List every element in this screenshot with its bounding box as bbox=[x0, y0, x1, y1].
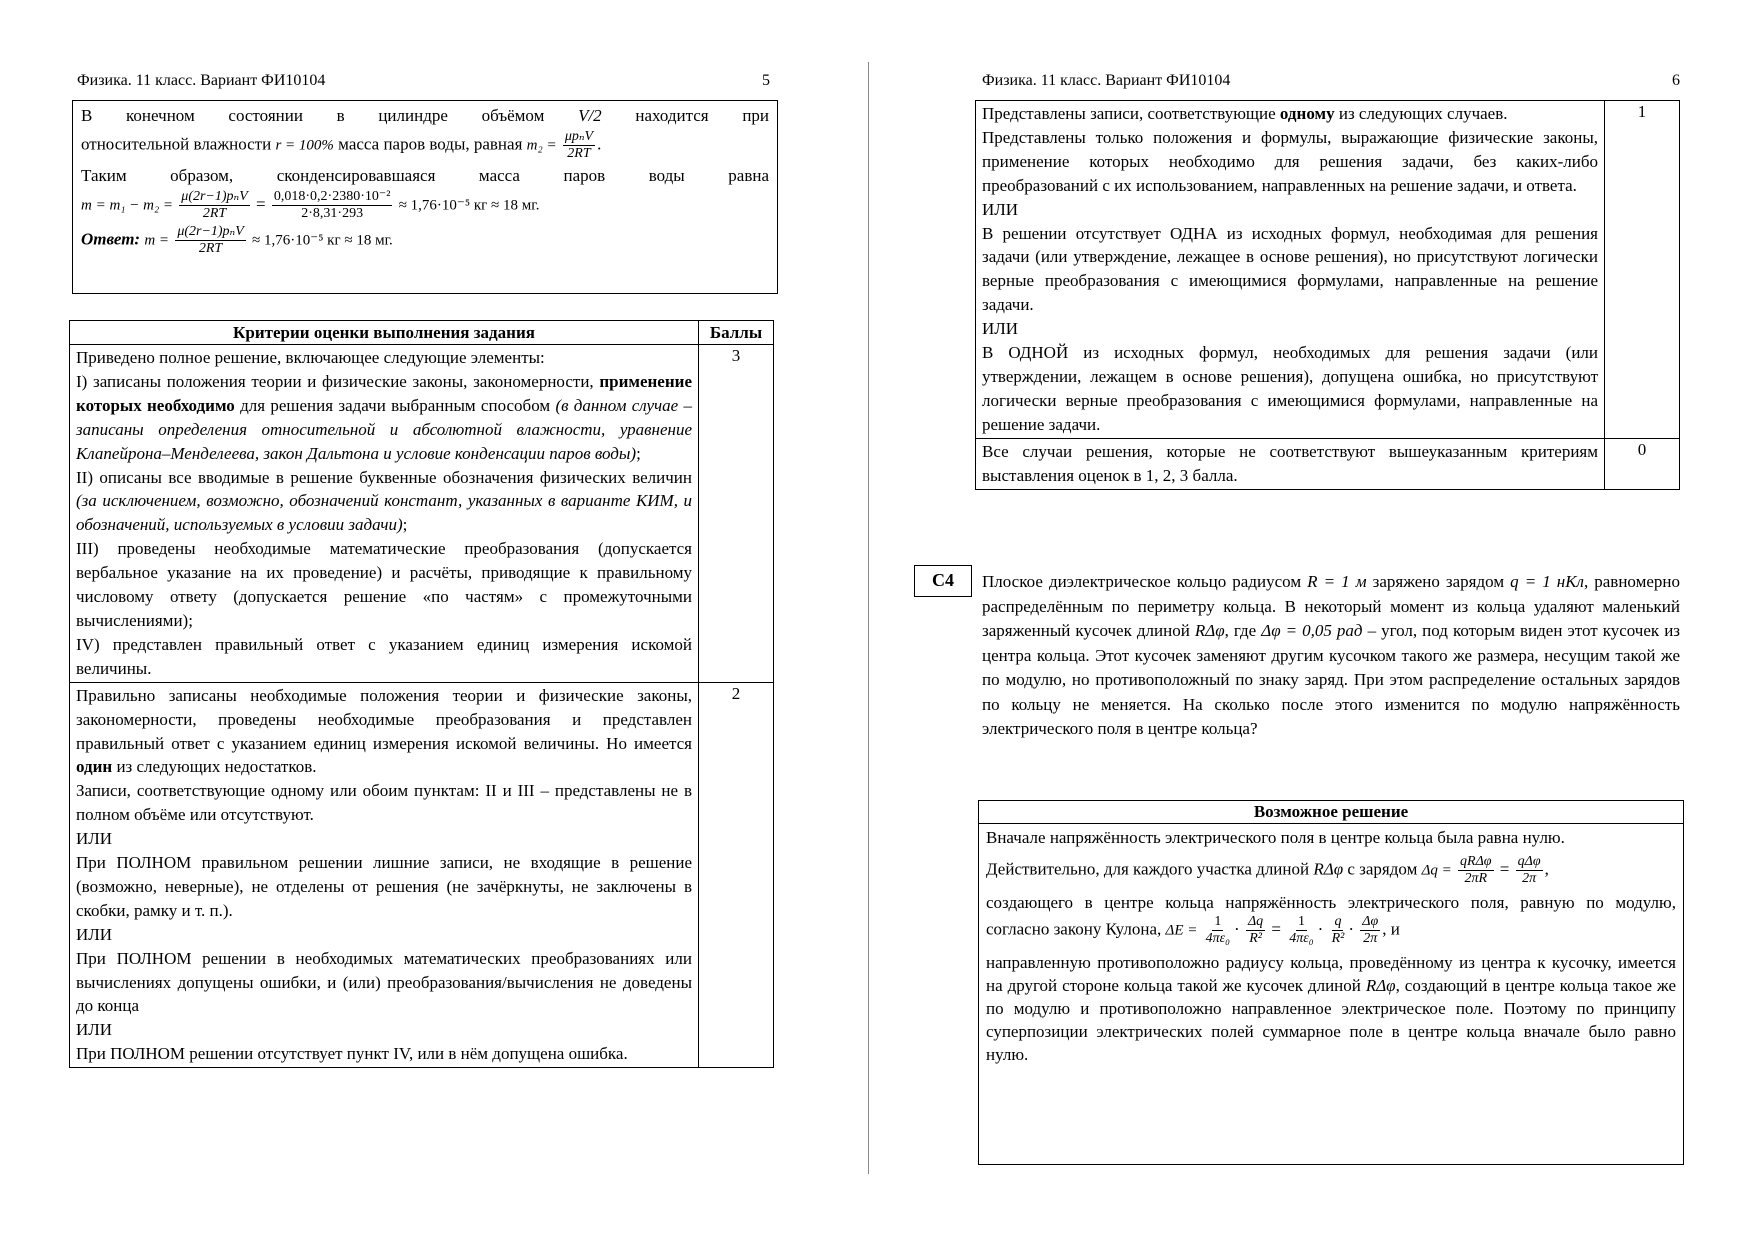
page-number: 6 bbox=[1672, 72, 1680, 89]
solution-line-3: Таким образом, сконденсировавшаяся масса паров воды равна bbox=[81, 166, 769, 185]
col-criteria-header: Критерии оценки выполнения задания bbox=[70, 321, 699, 345]
table-header-row bbox=[70, 321, 774, 345]
solution-title: Возможное решение bbox=[979, 801, 1683, 824]
page-number: 5 bbox=[762, 72, 770, 89]
page-divider bbox=[868, 62, 869, 1174]
criteria-cell: Все случаи решения, которые не соответствуют вышеуказанным критериям выставления оценок в 1, 2, 3 балла. bbox=[976, 438, 1605, 489]
problem-c4-text: Плоское диэлектрическое кольцо радиусом R = 1 м заряжено зарядом q = 1 нКл, равномерно распределённым по периметру кольца. В некоторый момент из кольца удаляют маленький заряженный кусочек длиной RΔφ, где Δφ = 0,05 рад – угол, под которым виден этот кусочек из центра кольца. Этот кусочек заменяют другим кусочком такого же размера, несущим такой же по модулю, но противоположный по знаку заряд. При этом распределение остальных зарядов по кольцу не меняется. На сколько после этого изменится по модулю напряжённость электрического поля в центре кольца? bbox=[982, 572, 1681, 738]
solution-answer: Ответ: m = $\frac{\text{μ(2r−1)pₙV}}{2RT}$ ≈ 1,76·10⁻⁵ кг ≈ 18 мг. bbox=[81, 224, 393, 256]
fraction: $\frac{\Delta q}{\text{R²}}$ bbox=[1247, 914, 1264, 946]
solution-formula: m = m₁ − m₂ = $\frac{\text{μ(2r−1)pₙV}}{2RT}$ = $\frac{\text{0,018·0,2·2380·10⁻²}}{2\cdot 8,31\cdot 293}$ ≈ 1,76·10⁻⁵ кг ≈ 18 мг. bbox=[81, 189, 540, 221]
col-points-header: Баллы bbox=[699, 321, 774, 345]
criteria-table bbox=[69, 320, 774, 1068]
fraction: $\frac{1}{\text{4πε₀}}$ bbox=[1205, 914, 1231, 946]
criterion-ii: II) описаны все вводимые в решение буквенные обозначения физических величин (за исключением, возможно, обозначений констант, указанных в варианте КИМ, и обозначений, используемых в условии задачи); bbox=[76, 467, 692, 535]
solution-paragraph-4: направленную противоположно радиусу кольца, проведённому из центра к кусочку, имеется на другой стороне кольца такой же кусочек длиной RΔφ, создающий в центре кольца такое же по модулю и противоположно направленное электрическое поле. Поэтому по принципу суперпозиции электрических полей суммарное поле в центре кольца вначале было равно нулю. bbox=[986, 953, 1676, 1064]
fraction: $\frac{\text{0,018·0,2·2380·10⁻²}}{2\cdot 8,31\cdot 293}$ bbox=[273, 189, 391, 221]
criteria-cell: Представлены записи, соответствующие одному из следующих случаев. Представлены только положения и формулы, выражающие физические законы, применение которых необходимо для решения задачи, без каких-либо преобразований с их использованием, направленных на решение задачи, и ответа. ИЛИ В решении отсутствует ОДНА из исходных формул, необходимая для решения задачи (или утверждение, лежащее в основе решения), но присутствуют логически верные преобразования с имеющимися формулами, направленные на решение задачи. ИЛИ В ОДНОЙ из исходных формул, необходимых для решения задачи (или утверждении, лежащем в основе решения), допущена ошибка, но присутствуют логически верные преобразования с имеющимися формулами, направленные на решение задачи. bbox=[976, 101, 1605, 439]
fraction: $\frac{1}{\text{4πε₀}}$ bbox=[1289, 914, 1314, 946]
page-header: Физика. 11 класс. Вариант ФИ10104 bbox=[77, 72, 326, 89]
fraction: $\frac{\Delta\varphi}{2\pi}$ bbox=[1362, 914, 1379, 946]
fraction: $\frac{\text{μ(2r−1)pₙV}}{2RT}$ bbox=[177, 224, 244, 256]
fraction: $\frac{\text{qRΔφ}}{2\pi R}$ bbox=[1460, 854, 1492, 886]
criterion-i: I) записаны положения теории и физические законы, закономерности, применение которых необходимо для решения задачи выбранным способом (в данном случае – записаны определения относительной и абсолютной влажности, уравнение Клапейрона–Менделеева, закон Дальтона и условие конденсации паров воды); bbox=[76, 371, 692, 463]
solution-line-1: В конечном состоянии в цилиндре объёмом V/2 находится при bbox=[81, 106, 770, 125]
task-label-c4: С4 bbox=[914, 565, 972, 597]
score-cell: 3 bbox=[699, 345, 774, 683]
fraction: $\frac{\text{qΔφ}}{2\pi}$ bbox=[1517, 854, 1541, 886]
fraction: $\frac{q}{\text{R²}}$ bbox=[1331, 914, 1345, 946]
score-cell: 1 bbox=[1605, 101, 1680, 439]
solution-paragraph-1: Вначале напряжённость электрического поля в центре кольца была равна нулю. bbox=[986, 828, 1565, 847]
page-right bbox=[877, 0, 1754, 1239]
possible-solution-box bbox=[978, 800, 1684, 1165]
solution-line-2: относительной влажности r = 100% масса паров воды, равная m₂ = $\frac{\text{μpₙV}}{2RT}$ . bbox=[81, 129, 602, 161]
fraction: $\frac{\text{μ(2r−1)pₙV}}{2RT}$ bbox=[181, 189, 248, 221]
criterion-iv: IV) представлен правильный ответ с указанием единиц измерения искомой величины. bbox=[76, 634, 692, 678]
score-cell: 2 bbox=[699, 682, 774, 1068]
fraction: $\frac{\text{μpₙV}}{2RT}$ bbox=[564, 129, 594, 161]
criteria-cell: Приведено полное решение, включающее следующие элементы: I) записаны положения теории и физические законы, закономерности, применение которых необходимо для решения задачи выбранным способом (в данном случае – записаны определения относительной и абсолютной влажности, уравнение Клапейрона–Менделеева, закон Дальтона и условие конденсации паров воды); II) описаны все вводимые в решение буквенные обозначения физических величин (за исключением, возможно, обозначений констант, указанных в варианте КИМ, и обозначений, используемых в условии задачи); III) проведены необходимые математические преобразования (допускается вербальное указание на их проведение) и расчёты, приводящие к правильному числовому ответу (допускается решение «по частям» с промежуточными вычислениями); IV) представлен правильный ответ с указанием единиц измерения искомой величины. bbox=[70, 345, 699, 683]
solution-box bbox=[72, 100, 778, 294]
criteria-cell: Правильно записаны необходимые положения теории и физические законы, закономерности, проведены необходимые преобразования и представлен правильный ответ с указанием единиц измерения искомой величины. Но имеется один из следующих недостатков. Записи, соответствующие одному или обоим пунктам: II и III – представлены не в полном объёме или отсутствуют. ИЛИ При ПОЛНОМ правильном решении лишние записи, не входящие в решение (возможно, неверные), не отделены от решения (не зачёркнуты, не заключены в скобки, рамку и т. п.). ИЛИ При ПОЛНОМ решении в необходимых математических преобразованиях или вычислениях допущены ошибки, и (или) преобразования/вычисления не доведены до конца ИЛИ При ПОЛНОМ решении отсутствует пункт IV, или в нём допущена ошибка. bbox=[70, 682, 699, 1068]
table-row-score-3 bbox=[70, 345, 774, 683]
score-cell: 0 bbox=[1605, 438, 1680, 489]
table-row-score-1 bbox=[976, 101, 1680, 439]
solution-paragraph-3: создающего в центре кольца напряжённость электрического поля, равную по модулю, согласно закону Кулона, ΔE = $\frac{1}{\text{4πε₀}}$ · $\frac{\Delta q}{\text{R²}}$ = $\frac{1}{\text{4πε₀}}$ · $\frac{q}{\text{R²}}$ · $\frac{\Delta\varphi}{2\pi}$ , и bbox=[986, 893, 1676, 946]
criterion-iii: III) проведены необходимые математические преобразования (допускается вербальное указание на их проведение) и расчёты, приводящие к правильному числовому ответу (допускается решение «по частям» с промежуточными вычислениями); bbox=[76, 539, 692, 630]
criteria-table-continued bbox=[975, 100, 1680, 490]
page-header: Физика. 11 класс. Вариант ФИ10104 bbox=[982, 72, 1231, 89]
table-row-score-2 bbox=[70, 682, 774, 1068]
solution-paragraph-2: Действительно, для каждого участка длиной RΔφ с зарядом Δq = $\frac{\text{qRΔφ}}{2\pi R}$ = $\frac{\text{qΔφ}}{2\pi}$ , bbox=[986, 854, 1549, 886]
table-row-score-0 bbox=[976, 438, 1680, 489]
